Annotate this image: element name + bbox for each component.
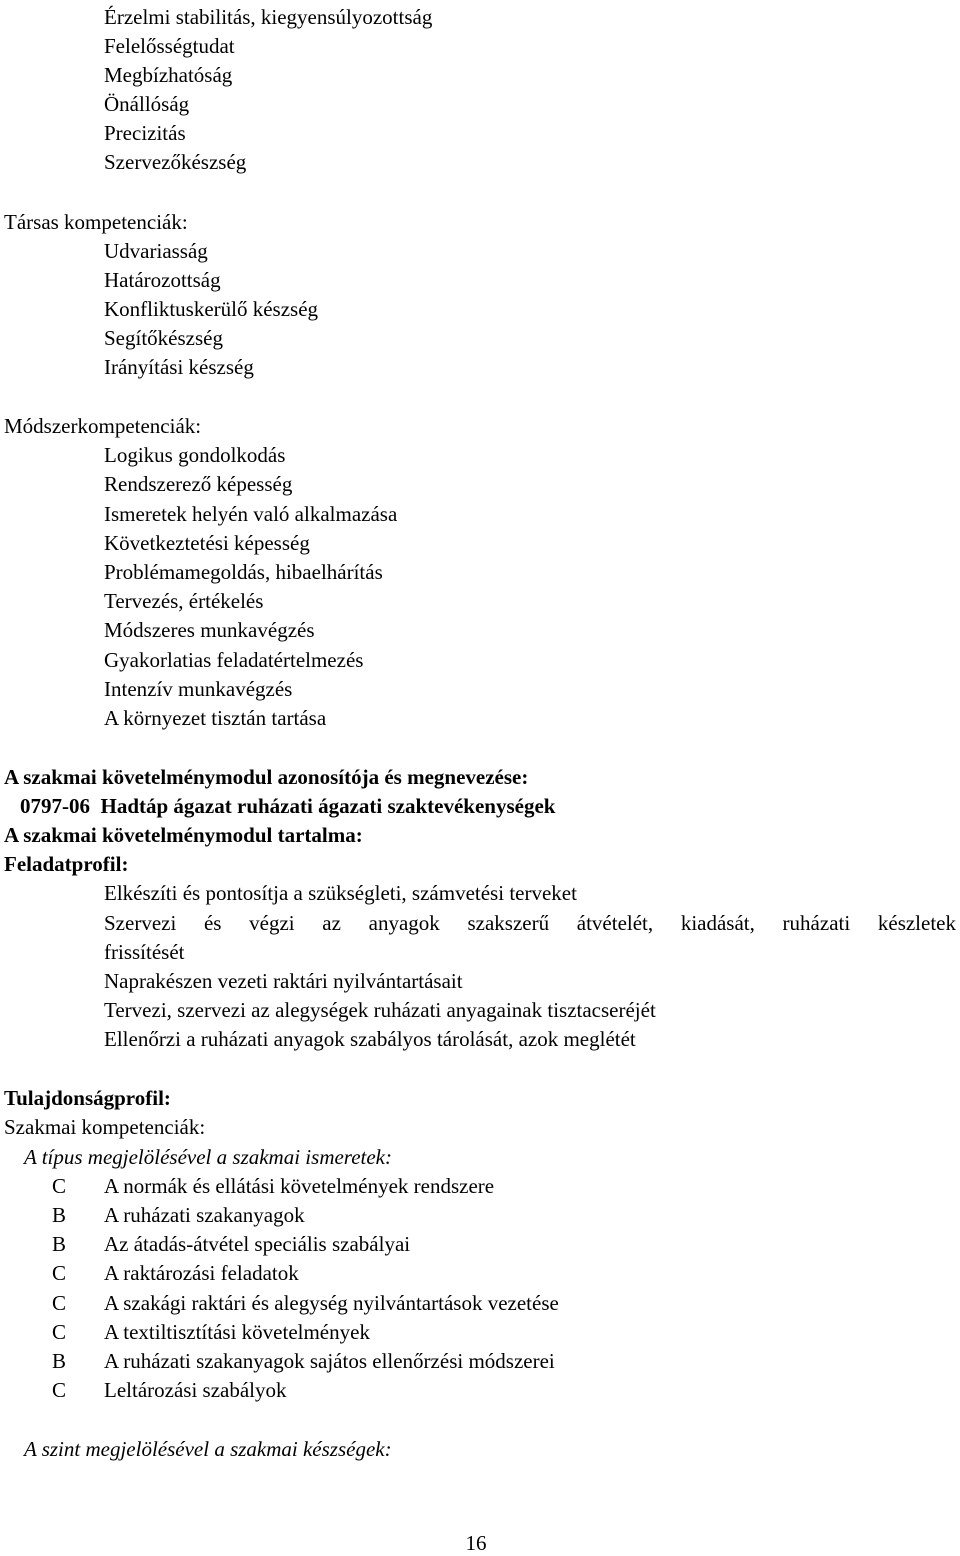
list-item: Szervezőkészség bbox=[104, 150, 247, 174]
knowledge-code: C bbox=[52, 1174, 67, 1198]
knowledge-item: A szakági raktári és alegység nyilvántartások vezetése bbox=[104, 1291, 559, 1315]
professional-competencies-heading: Szakmai kompetenciák: bbox=[4, 1115, 206, 1139]
task-item: Ellenőrzi a ruházati anyagok szabályos tárolását, azok meglétét bbox=[104, 1027, 636, 1051]
social-competencies-heading: Társas kompetenciák: bbox=[4, 210, 188, 234]
task-item: Szervezi és végzi az anyagok szakszerű átvételét, kiadását, ruházati készletek bbox=[104, 911, 956, 935]
knowledge-code: B bbox=[52, 1349, 67, 1373]
knowledge-item: Az átadás-átvétel speciális szabályai bbox=[104, 1232, 411, 1256]
list-item: Önállóság bbox=[104, 92, 190, 116]
knowledge-item: A raktározási feladatok bbox=[104, 1261, 299, 1285]
list-item: Precizitás bbox=[104, 121, 186, 145]
task-item: Tervezi, szervezi az alegységek ruházati anyagainak tisztacseréjét bbox=[104, 998, 656, 1022]
list-item: Érzelmi stabilitás, kiegyensúlyozottság bbox=[104, 5, 433, 29]
list-item: Felelősségtudat bbox=[104, 34, 235, 58]
page-number: 16 bbox=[465, 1531, 487, 1555]
list-item: Gyakorlatias feladatértelmezés bbox=[104, 648, 364, 672]
task-item: Elkészíti és pontosítja a szükségleti, számvetési terveket bbox=[104, 881, 577, 905]
list-item: Rendszerező képesség bbox=[104, 472, 293, 496]
list-item: Irányítási készség bbox=[104, 355, 254, 379]
knowledge-code: C bbox=[52, 1320, 67, 1344]
list-item: Problémamegoldás, hibaelhárítás bbox=[104, 560, 383, 584]
knowledge-code: B bbox=[52, 1232, 67, 1256]
list-item: Következtetési képesség bbox=[104, 531, 310, 555]
module-id-heading: A szakmai követelménymodul azonosítója és megnevezése: bbox=[4, 765, 529, 789]
module-id-value: 0797-06 Hadtáp ágazat ruházati ágazati szaktevékenységek bbox=[20, 794, 556, 818]
knowledge-code: C bbox=[52, 1261, 67, 1285]
list-item: Tervezés, értékelés bbox=[104, 589, 264, 613]
knowledge-item: A textiltisztítási követelmények bbox=[104, 1320, 370, 1344]
knowledge-code: C bbox=[52, 1378, 67, 1402]
knowledge-code: B bbox=[52, 1203, 67, 1227]
method-competencies-heading: Módszerkompetenciák: bbox=[4, 414, 202, 438]
list-item: Konfliktuskerülő készség bbox=[104, 297, 319, 321]
knowledge-item: A ruházati szakanyagok bbox=[104, 1203, 305, 1227]
property-profile-heading: Tulajdonságprofil: bbox=[4, 1086, 171, 1110]
level-note: A szint megjelölésével a szakmai készségek: bbox=[24, 1437, 392, 1461]
list-item: Segítőkészség bbox=[104, 326, 223, 350]
module-content-heading: A szakmai követelménymodul tartalma: bbox=[4, 823, 363, 847]
knowledge-code: C bbox=[52, 1291, 67, 1315]
type-note: A típus megjelölésével a szakmai ismeretek: bbox=[24, 1145, 392, 1169]
list-item: Logikus gondolkodás bbox=[104, 443, 286, 467]
list-item: Udvariasság bbox=[104, 239, 208, 263]
knowledge-item: A ruházati szakanyagok sajátos ellenőrzési módszerei bbox=[104, 1349, 555, 1373]
list-item: Megbízhatóság bbox=[104, 63, 233, 87]
task-profile-heading: Feladatprofil: bbox=[4, 852, 129, 876]
list-item: A környezet tisztán tartása bbox=[104, 706, 327, 730]
list-item: Határozottság bbox=[104, 268, 221, 292]
task-item-continuation: frissítését bbox=[104, 940, 185, 964]
task-item: Naprakészen vezeti raktári nyilvántartásait bbox=[104, 969, 463, 993]
list-item: Intenzív munkavégzés bbox=[104, 677, 293, 701]
knowledge-item: Leltározási szabályok bbox=[104, 1378, 287, 1402]
list-item: Ismeretek helyén való alkalmazása bbox=[104, 502, 398, 526]
list-item: Módszeres munkavégzés bbox=[104, 618, 315, 642]
knowledge-item: A normák és ellátási követelmények rendszere bbox=[104, 1174, 495, 1198]
